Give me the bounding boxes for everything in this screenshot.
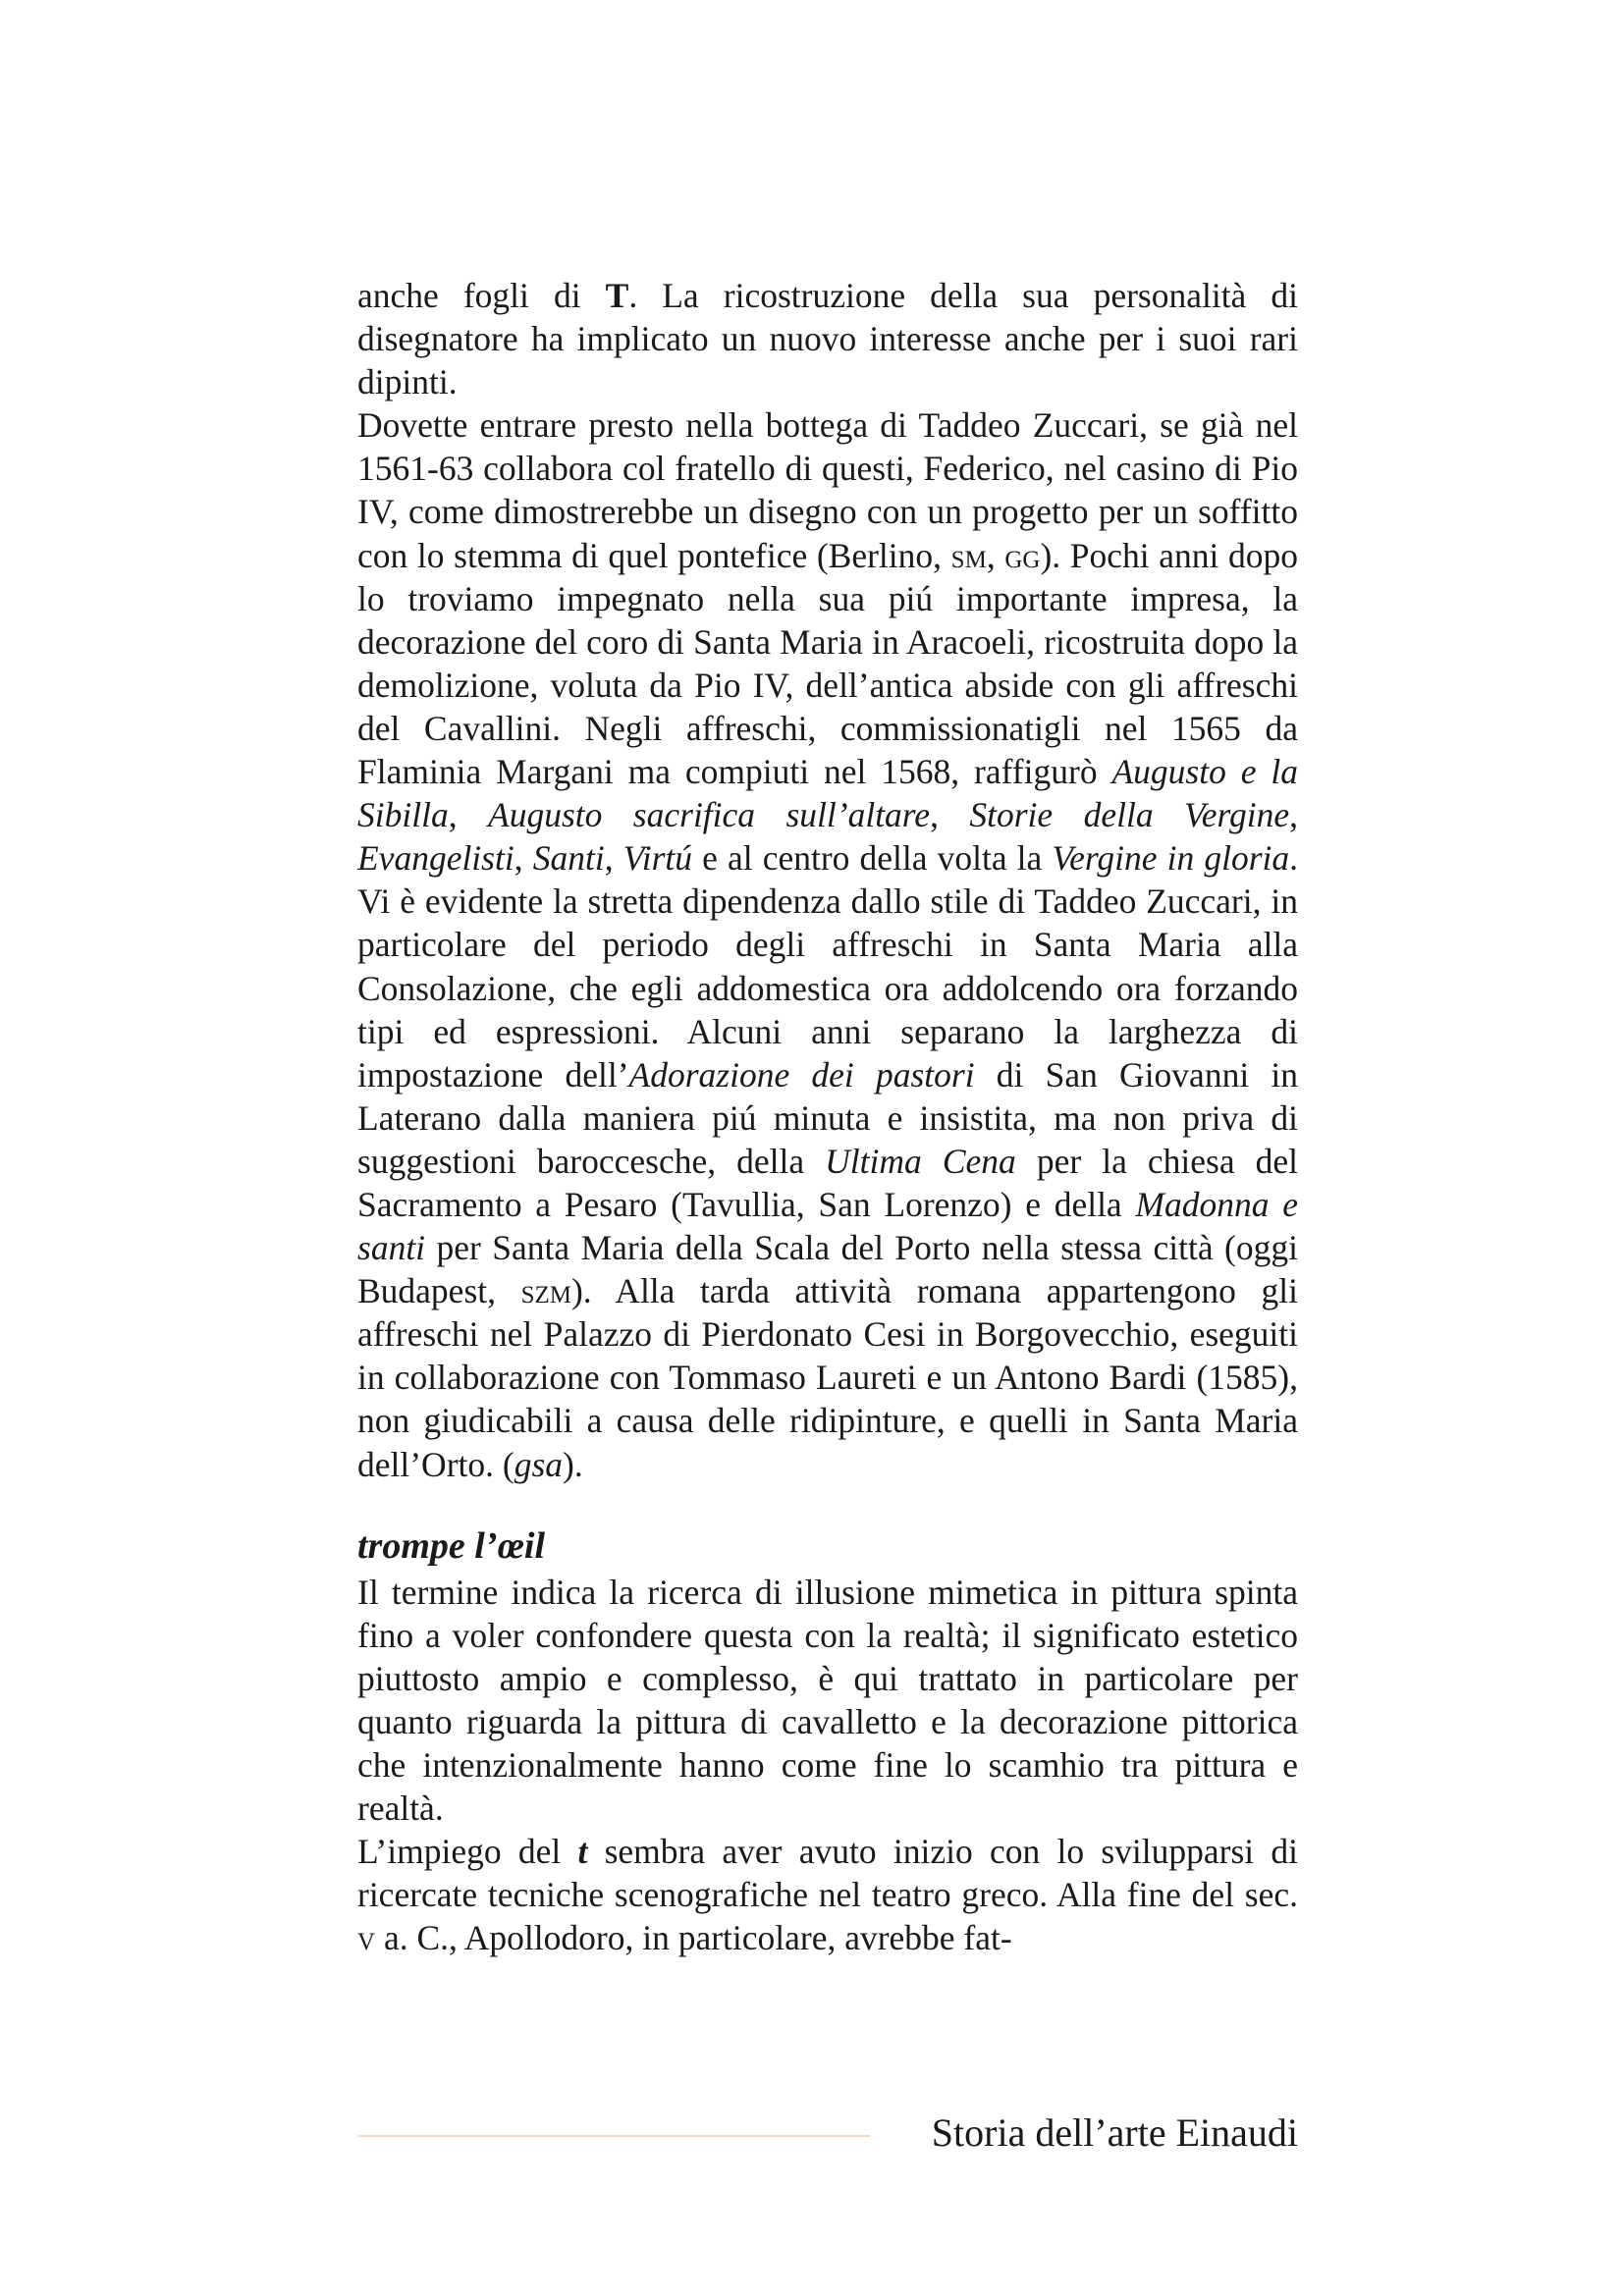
text-run: ). Pochi anni dopo lo troviamo impegnato nella sua piú importante impresa, la decorazione del coro di Santa Maria in Aracoeli, ricostruita dopo la demolizione, voluta da Pio IV, dell’antica abside con gli affreschi del Cavallini. Negli affreschi, commissionatigli nel 1565 da Flaminia Margani ma compiuti nel 1568, raffigurò <box>357 535 1299 792</box>
page-footer <box>357 2106 1298 2164</box>
previous-entry-text <box>357 274 1298 1486</box>
text-run: ). Alla tarda attività romana appartengono gli affreschi nel Palazzo di Pierdonato Cesi in Borgovecchio, eseguiti in collaborazione con Tommaso Laureti e un Antono Bardi (1585), non giudicabili a causa delle ridipinture, e quelli in Santa Maria dell’Orto. ( <box>357 1271 1298 1484</box>
text-run: , <box>986 535 1005 575</box>
text-run: Il termine indica la ricerca di illusione mimetica in pittura spinta fino a voler confondere questa con la realtà; il significato estetico piuttosto ampio e complesso, è qui trattato in particolare per quanto riguarda la pittura di cavalletto e la decorazione pittorica che intenzionalmente hanno come fine lo scamhio tra pittura e realtà. <box>357 1572 1298 1829</box>
bold-text: T <box>605 276 629 315</box>
entry-heading: trompe l’œil <box>357 1524 546 1567</box>
italic-text: Madonna e santi <box>357 1184 1298 1268</box>
small-caps-text: gg <box>1004 535 1041 575</box>
text-run: , <box>930 795 970 835</box>
text-run: e al centro della volta la <box>692 838 1053 879</box>
text-run: sembra aver avuto inizio con lo svilupparsi di ricercate tecniche scenografiche nel teatro greco. Alla fine del sec. <box>357 1832 1298 1915</box>
text-run: . Vi è evidente la stretta dipendenza dallo stile di Taddeo Zuccari, in particolare del periodo degli affreschi in Santa Maria alla Consolazione, che egli addomestica ora addolcendo ora forzando tipi ed espressioni. Alcuni anni separano la larghezza di impostazione dell’ <box>357 838 1299 1095</box>
italic-text: Evangelisti <box>357 838 514 879</box>
text-run: , <box>1289 795 1299 835</box>
italic-text: Santi <box>532 838 605 879</box>
italic-text: Vergine in gloria <box>1052 838 1290 879</box>
italic-text: Augusto sacrifica sull’altare <box>488 795 931 835</box>
footer-title: Storia dell’arte Einaudi <box>931 2110 1298 2155</box>
text-run: a. C., Apollodoro, in particolare, avrebbe fat- <box>375 1918 1012 1958</box>
paragraph <box>357 403 1298 1485</box>
footer-rule <box>357 2135 870 2137</box>
paragraph <box>357 1830 1298 1959</box>
article-body <box>357 274 1298 1959</box>
text-run: , <box>448 795 489 835</box>
small-caps-text: szm <box>520 1271 571 1311</box>
small-caps-text: sm <box>950 535 987 575</box>
text-run: anche fogli di <box>357 276 606 315</box>
italic-text: Storie della Vergine <box>969 795 1290 835</box>
italic-text: Augusto e la Sibilla <box>357 752 1299 835</box>
text-run: per la chiesa del Sacramento a Pesaro (Tavullia, San Lorenzo) e della <box>357 1141 1298 1224</box>
text-run: . La ricostruzione della sua personalità di disegnatore ha implicato un nuovo interesse anche per i suoi rari dipinti. <box>357 276 1298 402</box>
italic-text: Adorazione dei pastori <box>628 1054 975 1095</box>
text-run: ). <box>563 1444 583 1484</box>
small-caps-text: v <box>357 1918 376 1958</box>
bold-italic-text: t <box>577 1832 588 1872</box>
entry-text <box>357 1571 1298 1960</box>
italic-text: Virtú <box>622 838 693 879</box>
text-run: Dovette entrare presto nella bottega di Taddeo Zuccari, se già nel 1561-63 collabora col fratello di questi, Federico, nel casino di Pio IV, come dimostrerebbe un disegno con un progetto per un soffitto con lo stemma di quel pontefice (Berlino, <box>357 405 1298 575</box>
text-run: L’impiego del <box>357 1832 578 1872</box>
italic-text: Ultima Cena <box>825 1141 1016 1181</box>
text-run: , <box>514 838 533 879</box>
paragraph <box>357 274 1298 403</box>
paragraph <box>357 1571 1298 1831</box>
text-run: per Santa Maria della Scala del Porto nella stessa città (oggi Budapest, <box>357 1228 1298 1311</box>
text-run: di San Giovanni in Laterano dalla maniera piú minuta e insistita, ma non priva di suggestioni baroccesche, della <box>357 1054 1298 1181</box>
italic-text: gsa <box>514 1444 564 1484</box>
text-run: , <box>604 838 623 879</box>
